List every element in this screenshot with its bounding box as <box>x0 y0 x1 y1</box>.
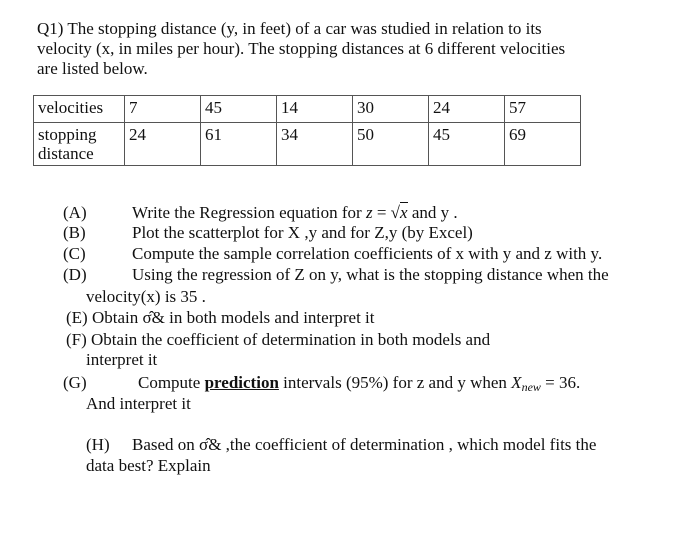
table-row-velocities <box>34 96 581 123</box>
table-cell: 24 <box>125 123 201 166</box>
sqrt-symbol: √ <box>390 203 401 222</box>
table-cell: 69 <box>505 123 581 166</box>
subscript-new: new <box>521 380 541 394</box>
question-h-continued: data best? Explain <box>86 456 211 475</box>
table-cell: 61 <box>201 123 277 166</box>
table-row-stopping <box>34 123 581 166</box>
intro-line-1: Q1) The stopping distance (y, in feet) of a car was studied in relation to its <box>37 19 542 38</box>
question-label: (A) <box>63 203 87 222</box>
question-text-part: = 36. <box>545 373 581 392</box>
variable-x: x <box>400 203 408 222</box>
row-header-line: stopping <box>38 125 97 144</box>
question-label: (D) <box>63 265 87 284</box>
question-text: Plot the scatterplot for X ,y and for Z,y (by Excel) <box>132 223 473 242</box>
table-cell: 24 <box>429 96 505 123</box>
question-label: (H) <box>86 435 110 454</box>
question-text <box>132 203 458 223</box>
table-cell: 7 <box>125 96 201 123</box>
question-intro <box>37 19 677 79</box>
question-label: (B) <box>63 223 86 242</box>
table-cell: 30 <box>353 96 429 123</box>
question-text-part: Write the Regression equation for <box>132 203 362 222</box>
intro-line-2: velocity (x, in miles per hour). The stopping distances at 6 different velocities <box>37 39 566 58</box>
question-text-part: and y . <box>411 203 458 222</box>
variable-z: z <box>365 203 373 222</box>
question-label: (C) <box>63 244 86 263</box>
question-d-continued: velocity(x) is 35 . <box>86 287 206 306</box>
question-text-part: intervals (95%) for z and y when <box>283 373 507 392</box>
table-row-header: velocities <box>34 96 125 123</box>
table-row-header <box>34 123 125 166</box>
question-text-part: Compute <box>138 373 201 392</box>
variable-x-new: X <box>511 373 522 392</box>
row-header-line: distance <box>38 144 94 163</box>
question-text: Using the regression of Z on y, what is the stopping distance when the <box>132 265 609 284</box>
question-label: (G) <box>63 373 87 392</box>
question-text: Compute the sample correlation coefficients of x with y and z with y. <box>132 244 603 263</box>
question-text <box>138 373 580 393</box>
question-g-continued: And interpret it <box>86 394 191 413</box>
emphasis-prediction: prediction <box>204 373 279 392</box>
table-cell: 45 <box>201 96 277 123</box>
question-f-continued: interpret it <box>86 350 158 369</box>
intro-line-3: are listed below. <box>37 59 148 78</box>
data-table <box>33 95 581 166</box>
table-cell: 34 <box>277 123 353 166</box>
equals-sign: = <box>376 203 387 222</box>
question-text: Based on σ̂& ,the coefficient of determination , which model fits the <box>132 435 597 454</box>
table-cell: 45 <box>429 123 505 166</box>
question-f: (F) Obtain the coefficient of determination in both models and <box>66 330 491 349</box>
table-cell: 57 <box>505 96 581 123</box>
question-e: (E) Obtain σ̂& in both models and interpret it <box>66 308 375 327</box>
table-cell: 50 <box>353 123 429 166</box>
table-cell: 14 <box>277 96 353 123</box>
